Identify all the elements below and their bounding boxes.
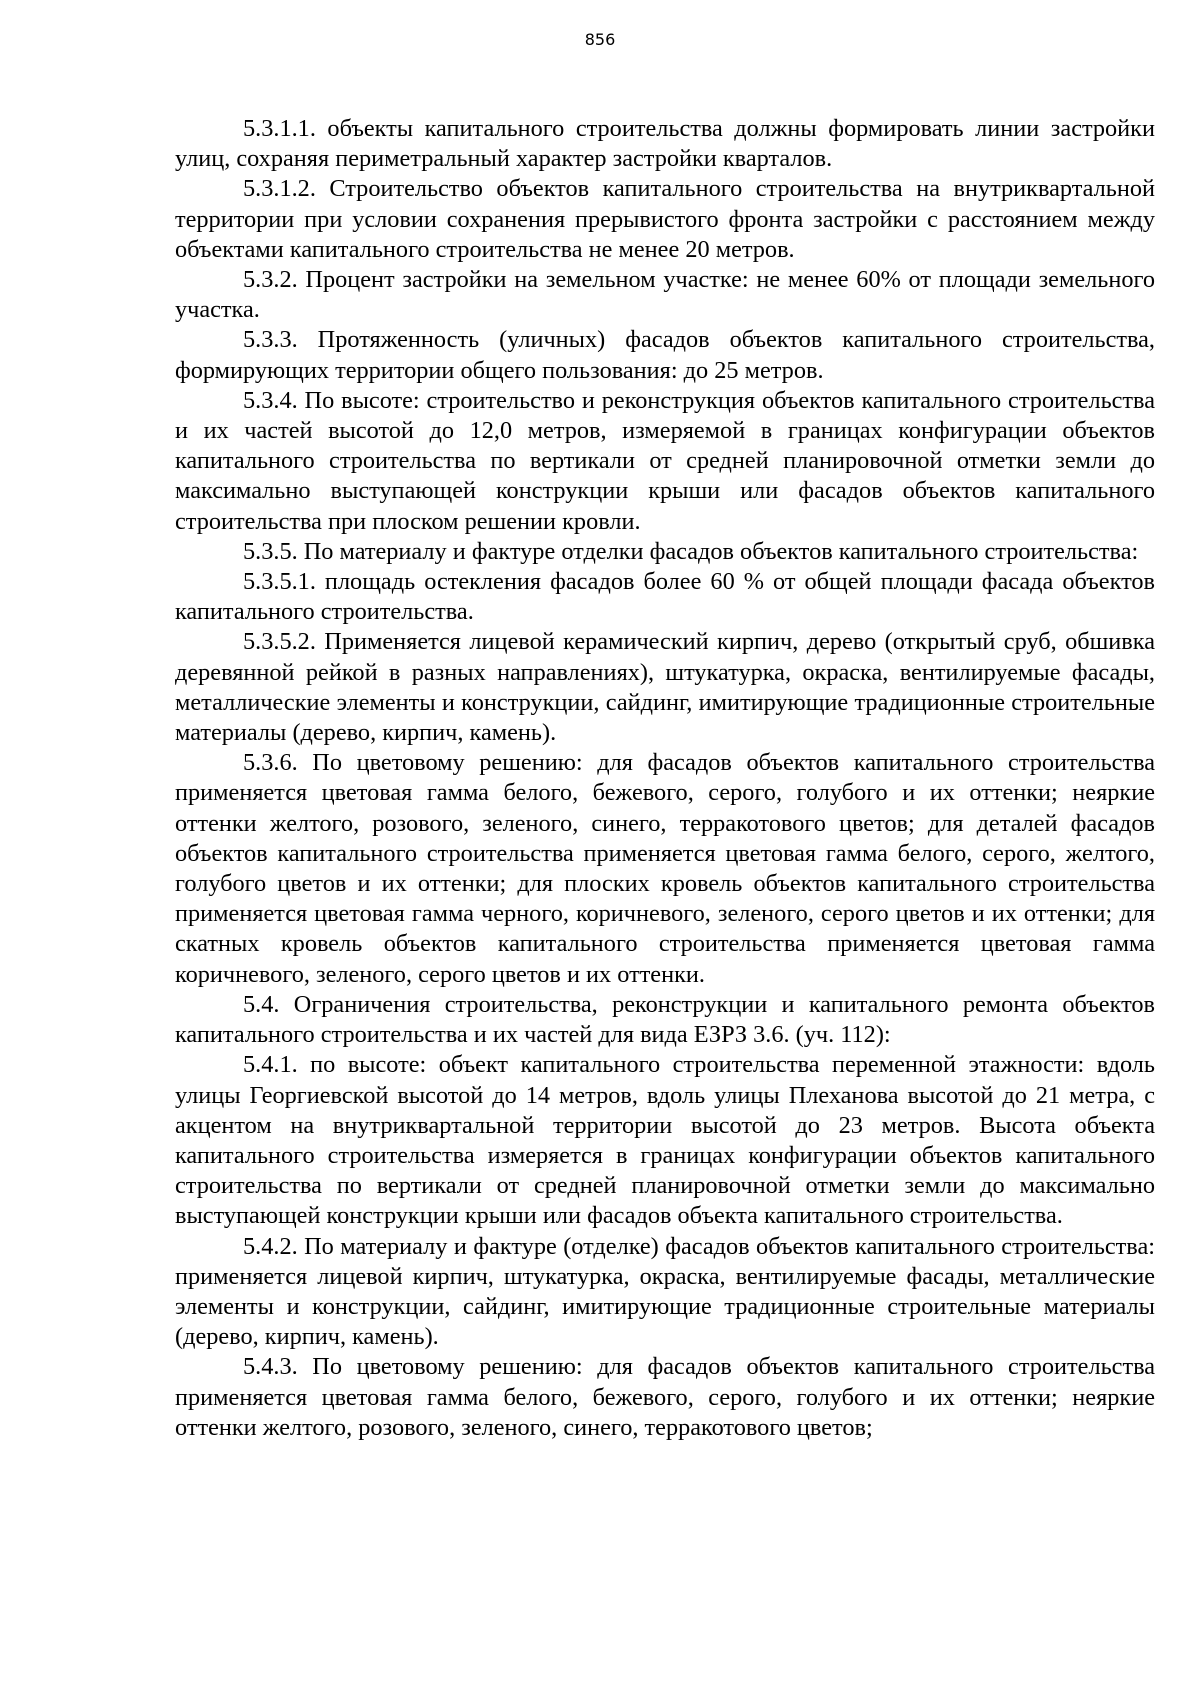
paragraph-5-3-1-1: 5.3.1.1. объекты капитального строительства должны формировать линии застройки улиц, сохраняя периметральный характер застройки кварталов. (175, 115, 1155, 173)
paragraph-5-4-1: 5.4.1. по высоте: объект капитального строительства переменной этажности: вдоль улицы Георгиевской высотой до 14 метров, вдоль улицы Плеханова высотой до 21 метра, с акцентом на внутриквартальной территории высотой до 23 метров. Высота объекта капитального строительства измеряется в границах конфигурации объектов капитального строительства по вертикали от средней планировочной отметки земли до максимально выступающей конструкции крыши или фасадов объекта капитального строительства. (175, 1051, 1155, 1230)
paragraph-5-3-2: 5.3.2. Процент застройки на земельном участке: не менее 60% от площади земельного участка. (175, 266, 1155, 324)
paragraph-5-3-5-2: 5.3.5.2. Применяется лицевой керамический кирпич, дерево (открытый сруб, обшивка деревянной рейкой в разных направлениях), штукатурка, окраска, вентилируемые фасады, металлические элементы и конструкции, сайдинг, имитирующие традиционные строительные материалы (дерево, кирпич, камень). (175, 628, 1155, 747)
paragraph-5-3-3: 5.3.3. Протяженность (уличных) фасадов объектов капитального строительства, формирующих территории общего пользования: до 25 метров. (175, 326, 1155, 384)
paragraph-5-4-2: 5.4.2. По материалу и фактуре (отделке) фасадов объектов капитального строительства: применяется лицевой кирпич, штукатурка, окраска, вентилируемые фасады, металлические элементы и конструкции, сайдинг, имитирующие традиционные строительные материалы (дерево, кирпич, камень). (175, 1232, 1155, 1351)
paragraph-5-3-4: 5.3.4. По высоте: строительство и реконструкция объектов капитального строительства и их частей высотой до 12,0 метров, измеряемой в границах конфигурации объектов капитального строительства по вертикали от средней планировочной отметки земли до максимально выступающей конструкции крыши или фасадов объектов капитального строительства при плоском решении кровли. (175, 386, 1155, 535)
paragraph-5-3-6: 5.3.6. По цветовому решению: для фасадов объектов капитального строительства применяется цветовая гамма белого, бежевого, серого, голубого и их оттенки; неяркие оттенки желтого, розового, зеленого, синего, терракотового цветов; для деталей фасадов объектов капитального строительства применяется цветовая гамма белого, серого, желтого, голубого цветов и их оттенки; для плоских кровель объектов капитального строительства применяется цветовая гамма черного, коричневого, зеленого, серого цветов и их оттенки; для скатных кровель объектов капитального строительства применяется цветовая гамма коричневого, зеленого, серого цветов и их оттенки. (175, 749, 1155, 988)
paragraph-5-3-5-1: 5.3.5.1. площадь остекления фасадов более 60 % от общей площади фасада объектов капитального строительства. (175, 568, 1155, 626)
document-body (175, 114, 1155, 1443)
paragraph-5-4-3: 5.4.3. По цветовому решению: для фасадов объектов капитального строительства применяется цветовая гамма белого, бежевого, серого, голубого и их оттенки; неяркие оттенки желтого, розового, зеленого, синего, терракотового цветов; (175, 1353, 1155, 1441)
page-number: 856 (584, 30, 616, 49)
paragraph-5-3-5: 5.3.5. По материалу и фактуре отделки фасадов объектов капитального строительства: (243, 537, 1139, 565)
paragraph-5-3-1-2: 5.3.1.2. Строительство объектов капитального строительства на внутриквартальной территории при условии сохранения прерывистого фронта застройки с расстоянием между объектами капитального строительства не менее 20 метров. (175, 175, 1155, 263)
paragraph-5-4: 5.4. Ограничения строительства, реконструкции и капитального ремонта объектов капитального строительства и их частей для вида ЕЗРЗ 3.6. (уч. 112): (175, 990, 1155, 1049)
